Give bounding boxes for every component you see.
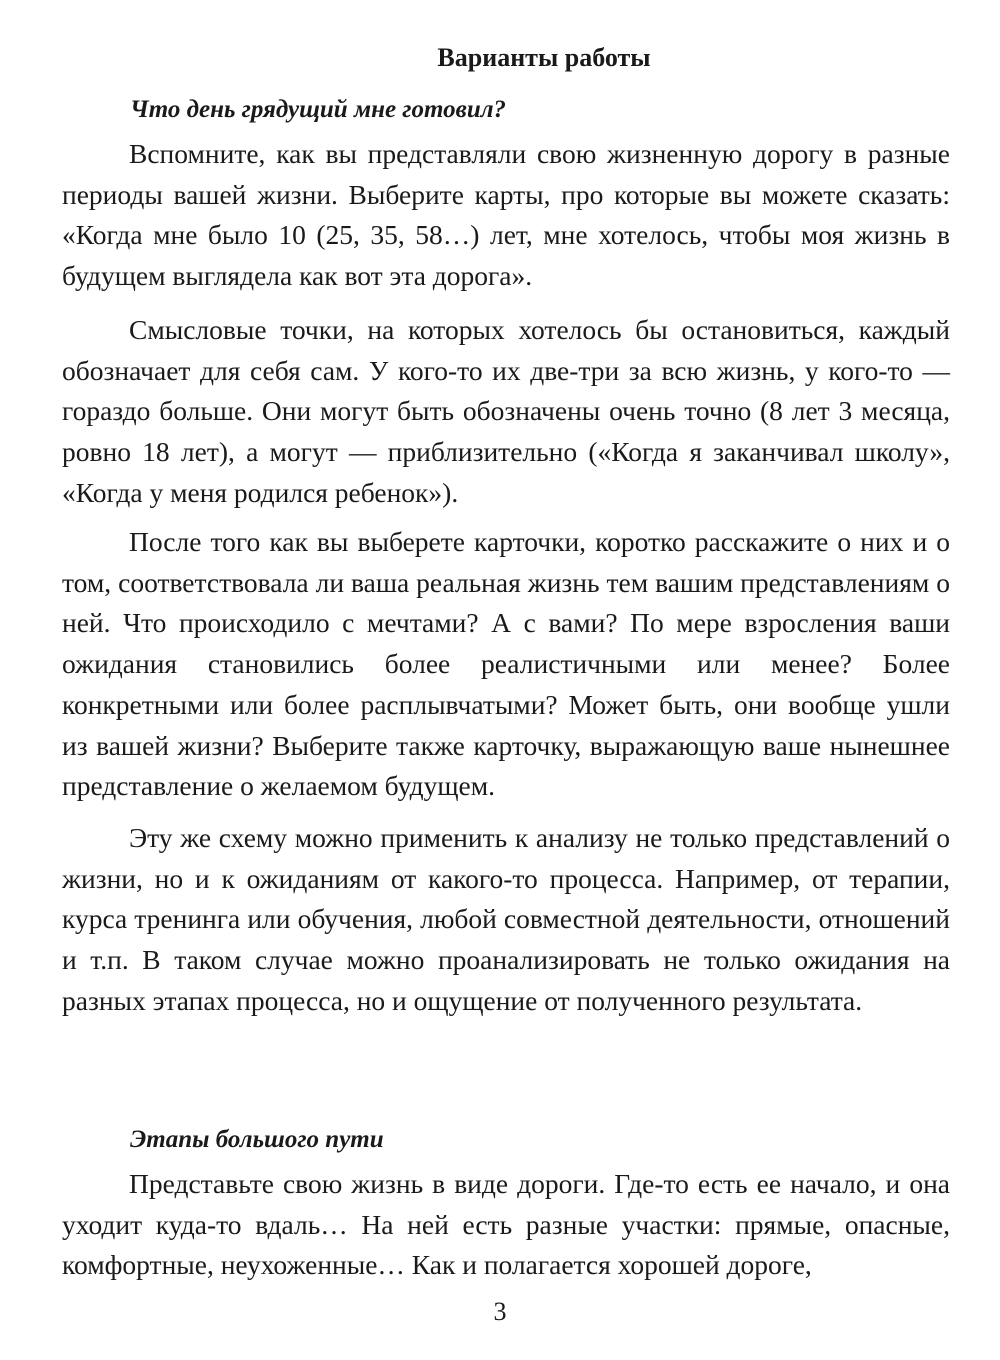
paragraph-2: Смысловые точки, на которых хотелось бы остановиться, каждый обозначает для себя сам. У кого-то их две-три за всю жизнь, у кого-то — гораздо больше. Они могут быть обозначены очень точно (8 лет 3 месяца, ровно 18 лет), а могут — приблизительно («Когда я заканчивал школу», «Когда у меня родился ребенок»). (62, 314, 950, 508)
page-number: 3 (493, 1297, 507, 1326)
paragraph-5: Представьте свою жизнь в виде дороги. Где-то есть ее начало, и она уходит куда-то вдаль… На ней есть разные участки: прямые, опасные, комфортные, неухоженные… Как и полагается хорошей дороге, (62, 1168, 950, 1281)
section-heading-1: Что день грядущий мне готовил? (130, 96, 507, 123)
paragraph-3: После того как вы выберете карточки, коротко расскажите о них и о том, соответствовала ли ваша реальная жизнь тем вашим представлениям о ней. Что происходило с мечтами? А с вами? По мере взросления ваши ожидания становились более реалистичными или менее? Более конкретными или более расплывчатыми? Может быть, они вообще ушли из вашей жизни? Выберите также карточку, выражающую ваше нынешнее представление о желаемом будущем. (62, 526, 950, 802)
section-heading-2: Этапы большого пути (130, 1126, 384, 1153)
paragraph-4: Эту же схему можно применить к анализу не только представлений о жизни, но и к ожиданиям от какого-то процесса. Например, от терапии, курса тренинга или обучения, любой совместной деятельности, отношений и т.п. В таком случае можно проанализировать не только ожидания на разных этапах процесса, но и ощущение от полученного результата. (62, 822, 950, 1016)
paragraph-1: Вспомните, как вы представляли свою жизненную дорогу в разные периоды вашей жизни. Выберите карты, про которые вы можете сказать: «Когда мне было 10 (25, 35, 58…) лет, мне хотелось, чтобы моя жизнь в будущем выглядела как вот эта дорога». (62, 138, 950, 292)
page-title: Варианты работы (437, 43, 651, 72)
